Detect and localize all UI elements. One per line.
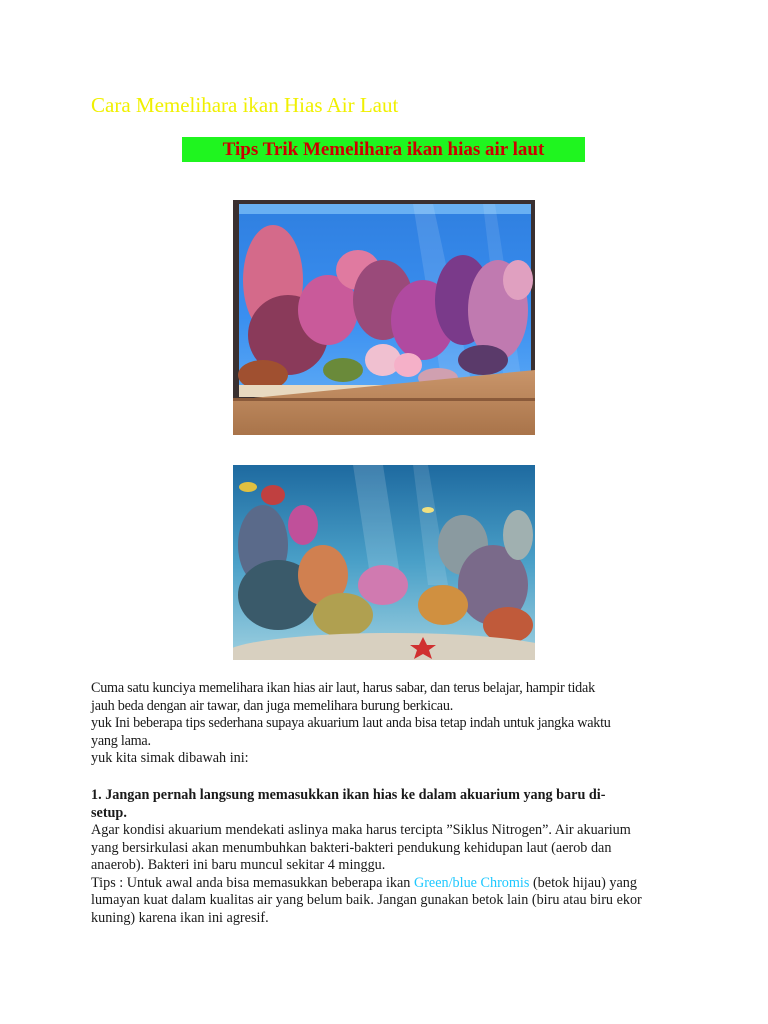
page-subtitle: Tips Trik Memelihara ikan hias air laut xyxy=(182,137,585,162)
intro-line: jauh beda dengan air tawar, dan juga memelihara burung berkicau. xyxy=(91,697,453,714)
intro-line: Cuma satu kunciya memelihara ikan hias air laut, harus sabar, dan terus belajar, hampir tidak xyxy=(91,680,595,696)
tips-line xyxy=(91,875,691,893)
section-1 xyxy=(91,787,691,927)
section-heading: 1. Jangan pernah langsung memasukkan ikan hias ke dalam akuarium yang baru di- xyxy=(91,787,606,803)
page-title: Cara Memelihara ikan Hias Air Laut xyxy=(91,93,399,117)
section-body-line: Agar kondisi akuarium mendekati aslinya maka harus tercipta ”Siklus Nitrogen”. Air akuarium xyxy=(91,822,631,838)
tips-prefix: Tips : Untuk awal anda bisa memasukkan beberapa ikan xyxy=(91,874,414,891)
green-chromis-link[interactable]: Green/blue Chromis xyxy=(413,874,530,891)
tips-rest-line: lumayan kuat dalam kualitas air yang belum baik. Jangan gunakan betok lain (biru atau biru ekor xyxy=(91,892,642,908)
coral-reef-photo xyxy=(233,465,535,660)
intro-line: yuk Ini beberapa tips sederhana supaya akuarium laut anda bisa tetap indah untuk jangka waktu xyxy=(91,715,611,731)
section-heading-cont: setup. xyxy=(91,804,127,821)
intro-line: yang lama. xyxy=(91,732,151,749)
tips-suffix: (betok hijau) yang xyxy=(529,874,637,891)
tips-rest-line: kuning) karena ikan ini agresif. xyxy=(91,909,269,926)
section-body-line: yang bersirkulasi akan menumbuhkan bakteri-bakteri pendukung kehidupan laut (aerob dan xyxy=(91,839,612,856)
section-body-line: anaerob). Bakteri ini baru muncul sekitar 4 minggu. xyxy=(91,857,386,873)
intro-paragraph xyxy=(91,680,691,768)
intro-line: yuk kita simak dibawah ini: xyxy=(91,750,249,766)
aquarium-tank-photo xyxy=(233,200,535,435)
